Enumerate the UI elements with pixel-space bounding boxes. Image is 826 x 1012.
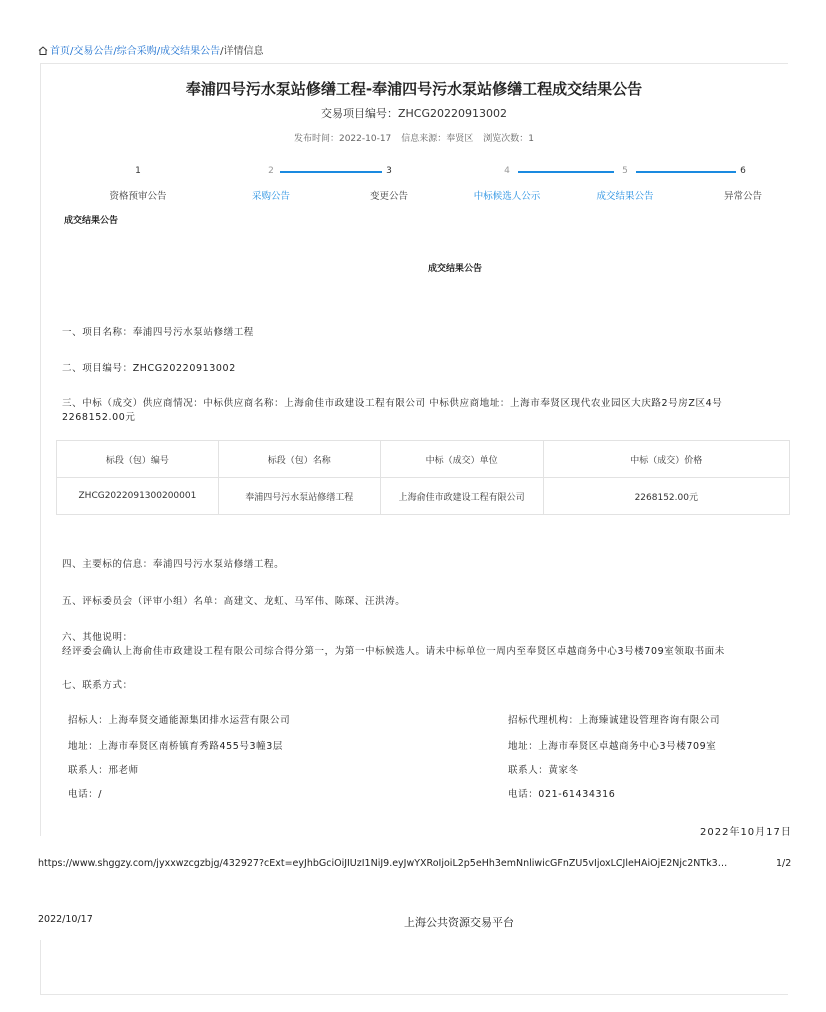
breadcrumb-home[interactable]: 首页/ [50, 46, 74, 57]
item-project-name: 一、项目名称：奉浦四号污水泵站修缮工程 [62, 327, 254, 338]
content-frame-left [40, 63, 41, 836]
item-committee: 五、评标委员会（评审小组）名单：高建文、龙虹、马军伟、陈琛、汪洪涛。 [62, 596, 406, 607]
step-6-label[interactable]: 异常公告 [723, 191, 762, 202]
table-header-row [57, 441, 790, 478]
contact-buyer-phone: 电话：/ [68, 789, 103, 800]
result-table [56, 440, 790, 515]
step-line-2-3 [280, 171, 382, 173]
step-1-label[interactable]: 资格预审公告 [109, 191, 167, 202]
step-2-label[interactable]: 采购公告 [251, 191, 290, 202]
item-winner-info: 三、中标（成交）供应商情况：中标供应商名称：上海俞佳市政建设工程有限公司 中标供应商地址：上海市奉贤区现代农业园区大庆路2号房Z区4号 [62, 398, 723, 409]
project-number: 交易项目编号：ZHCG20220913002 [321, 107, 507, 120]
contact-agency-address: 地址：上海市奉贤区卓越商务中心3号楼709室 [508, 741, 717, 752]
page2-frame-left [40, 940, 41, 994]
breadcrumb-procurement[interactable]: /综合采购 [113, 46, 157, 57]
step-3-number: 3 [386, 166, 392, 176]
item-other-text: 经评委会确认上海俞佳市政建设工程有限公司综合得分第一，为第一中标候选人。请未中标单位一周内至奉贤区卓越商务中心3号楼709室领取书面未 [62, 646, 725, 657]
platform-name: 上海公共资源交易平台 [404, 916, 514, 929]
sign-date: 2022年10月17日 [700, 827, 792, 838]
info-source: 信息来源：奉贤区 [401, 134, 474, 144]
step-6-number: 6 [740, 166, 746, 176]
contact-agency: 招标代理机构：上海臻诚建设管理咨询有限公司 [508, 715, 721, 726]
contact-agency-phone: 电话：021-61434316 [508, 789, 616, 800]
item-other-title: 六、其他说明： [62, 632, 133, 643]
step-line-4-5 [518, 171, 614, 173]
meta-info [40, 131, 788, 144]
content-frame-top [40, 63, 788, 64]
page-title: 奉浦四号污水泵站修缮工程-奉浦四号污水泵站修缮工程成交结果公告 [185, 80, 643, 98]
breadcrumb [38, 42, 264, 57]
home-icon[interactable] [38, 46, 48, 55]
step-line-5-6 [636, 171, 736, 173]
table-cell: 上海俞佳市政建设工程有限公司 [380, 478, 543, 515]
step-5-label[interactable]: 成交结果公告 [596, 191, 654, 202]
step-4-label[interactable]: 中标候选人公示 [473, 191, 541, 202]
breadcrumb-detail: /详情信息 [220, 46, 264, 57]
notice-heading: 成交结果公告 [427, 264, 482, 274]
page-number: 1/2 [776, 858, 792, 869]
contact-buyer-person: 联系人：邢老师 [68, 765, 139, 776]
contact-agency-person: 联系人：黄家冬 [508, 765, 579, 776]
table-cell: ZHCG2022091300200001 [57, 478, 219, 515]
table-header: 标段（包）名称 [218, 441, 380, 478]
contact-buyer: 招标人：上海奉贤交通能源集团排水运营有限公司 [68, 715, 291, 726]
print-url: https://www.shggzy.com/jyxxwzcgzbjg/432927?cExt=eyJhbGciOiJIUzI1NiJ9.eyJwYXRoIjoiL2p5eHh3emNnliwicGFnZU5vIjoxLCJleHAiOjE2Njc2NTk3… [38, 858, 728, 869]
table-cell: 2268152.00元 [543, 478, 789, 515]
item-main-subject: 四、主要标的信息：奉浦四号污水泵站修缮工程。 [62, 559, 285, 570]
breadcrumb-result-notice[interactable]: /成交结果公告 [156, 46, 221, 57]
breadcrumb-trade-notice[interactable]: 交易公告 [73, 46, 114, 57]
table-cell: 奉浦四号污水泵站修缮工程 [218, 478, 380, 515]
publish-time: 发布时间：2022-10-17 [293, 134, 392, 144]
table-row [57, 478, 790, 515]
table-header: 中标（成交）单位 [380, 441, 543, 478]
contact-buyer-address: 地址：上海市奉贤区南桥镇育秀路455号3幢3层 [68, 741, 284, 752]
item-winner-price: 2268152.00元 [62, 412, 136, 423]
step-4-number: 4 [504, 166, 510, 176]
step-5-number: 5 [622, 166, 628, 176]
table-header: 中标（成交）价格 [543, 441, 789, 478]
view-count: 浏览次数：1 [483, 134, 535, 144]
item-project-number: 二、项目编号：ZHCG20220913002 [62, 363, 236, 374]
step-2-number: 2 [268, 166, 274, 176]
step-1-number: 1 [135, 166, 141, 176]
page2-frame-bottom [40, 994, 788, 995]
step-3-label[interactable]: 变更公告 [369, 191, 408, 202]
section-heading: 成交结果公告 [64, 216, 119, 226]
item-contact-title: 七、联系方式： [62, 680, 133, 691]
table-header: 标段（包）编号 [57, 441, 219, 478]
print-date: 2022/10/17 [38, 914, 93, 925]
